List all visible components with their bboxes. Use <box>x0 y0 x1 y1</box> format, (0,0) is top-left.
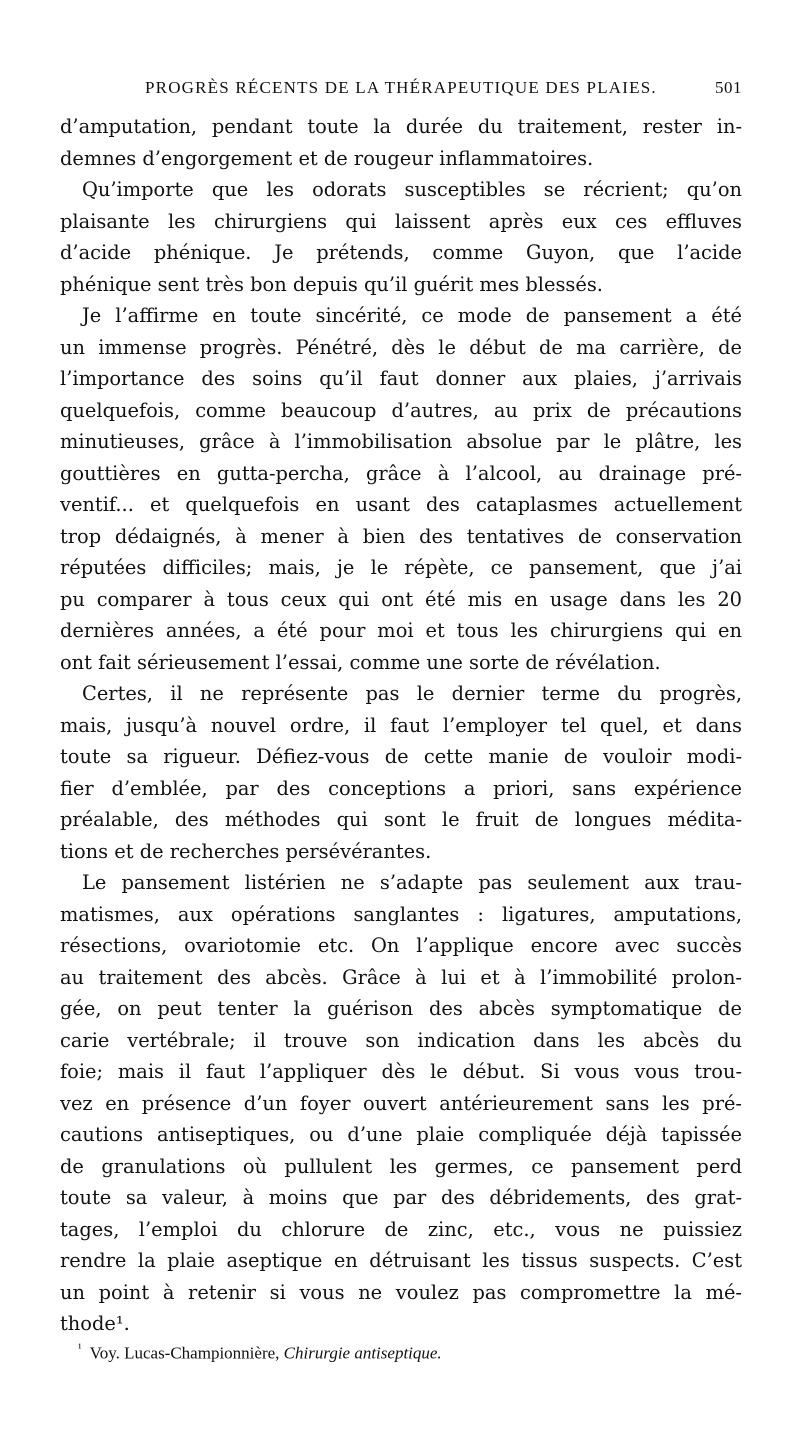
text-line: minutieuses, grâce à l’immobilisation absolue par le plâtre, les <box>60 430 742 453</box>
text-line: l’importance des soins qu’il faut donner aux plaies, j’arrivais <box>60 367 742 390</box>
text-line: Je l’affirme en toute sincérité, ce mode de pansement a été <box>82 304 742 327</box>
text-line: ventif... et quelquefois en usant des cataplasmes actuellement <box>60 493 742 516</box>
text-line: foie; mais il faut l’appliquer dès le début. Si vous vous trou- <box>60 1060 742 1083</box>
text-line: Certes, il ne représente pas le dernier terme du progrès, <box>82 682 742 705</box>
text-line: résections, ovariotomie etc. On l’applique encore avec succès <box>60 934 742 957</box>
text-line: vez en présence d’un foyer ouvert antérieurement sans les pré- <box>60 1091 742 1115</box>
text-line: d’acide phénique. Je prétends, comme Guyon, que l’acide <box>60 241 742 264</box>
text-line: plaisante les chirurgiens qui laissent après eux ces effluves <box>60 209 742 233</box>
text-line: toute sa rigueur. Défiez-vous de cette manie de vouloir modi- <box>60 745 742 768</box>
footnote-work-title: Chirurgie antiseptique. <box>283 1343 442 1363</box>
running-title: PROGRÈS RÉCENTS DE LA THÉRAPEUTIQUE DES PLAIES. <box>145 78 657 97</box>
text-line: mais, jusqu’à nouvel ordre, il faut l’employer tel quel, et dans <box>60 713 742 737</box>
footnote <box>78 1336 740 1363</box>
text-line: demnes d’engorgement et de rougeur inflammatoires. <box>60 146 594 170</box>
text-line: un immense progrès. Pénétré, dès le début de ma carrière, de <box>60 335 742 359</box>
text-line: quelquefois, comme beaucoup d’autres, au prix de précautions <box>60 398 742 422</box>
text-line: dernières années, a été pour moi et tous les chirurgiens qui en <box>60 619 742 642</box>
text-line: préalable, des méthodes qui sont le fruit de longues médita- <box>60 808 742 831</box>
text-line: phénique sent très bon depuis qu’il guérit mes blessés. <box>60 272 603 296</box>
body-text <box>60 111 742 1340</box>
text-line: de granulations où pullulent les germes, ce pansement perd <box>60 1154 742 1178</box>
text-line: gée, on peut tenter la guérison des abcès symptomatique de <box>60 997 742 1020</box>
text-line: Le pansement listérien ne s’adapte pas seulement aux trau- <box>82 871 742 894</box>
text-line: gouttières en gutta-percha, grâce à l’alcool, au drainage pré- <box>60 461 742 485</box>
footnote-text: Voy. Lucas-Championnière, <box>89 1343 284 1363</box>
text-line: cautions antiseptiques, ou d’une plaie compliquée déjà tapissée <box>60 1123 742 1146</box>
text-line: d’amputation, pendant toute la durée du traitement, rester in- <box>60 115 742 138</box>
text-line: tions et de recherches persévérantes. <box>60 839 432 863</box>
text-line: Qu’importe que les odorats susceptibles se récrient; qu’on <box>82 178 742 201</box>
text-line: toute sa valeur, à moins que par des débridements, des grat- <box>60 1186 742 1209</box>
text-line: un point à retenir si vous ne voulez pas compromettre la mé- <box>60 1280 742 1304</box>
text-line: ont fait sérieusement l’essai, comme une sorte de révélation. <box>60 650 661 674</box>
text-line: rendre la plaie aseptique en détruisant les tissus suspects. C’est <box>60 1249 742 1272</box>
text-line: au traitement des abcès. Grâce à lui et à l’immobilité prolon- <box>60 965 742 989</box>
text-line: pu comparer à tous ceux qui ont été mis en usage dans les 20 <box>60 587 742 611</box>
text-line: carie vertébrale; il trouve son indication dans les abcès du <box>60 1028 742 1052</box>
footnote-marker: ¹ <box>78 1341 82 1355</box>
text-line: thode¹. <box>60 1312 130 1335</box>
page-number: 501 <box>715 78 742 97</box>
text-line: matismes, aux opérations sanglantes : ligatures, amputations, <box>60 902 742 926</box>
text-line: réputées difficiles; mais, je le répète, ce pansement, que j’ai <box>60 556 742 579</box>
page-header <box>60 78 742 104</box>
text-line: fier d’emblée, par des conceptions a priori, sans expérience <box>60 776 742 800</box>
text-line: tages, l’emploi du chlorure de zinc, etc., vous ne puissiez <box>60 1217 742 1241</box>
text-line: trop dédaignés, à mener à bien des tentatives de conservation <box>60 524 742 548</box>
